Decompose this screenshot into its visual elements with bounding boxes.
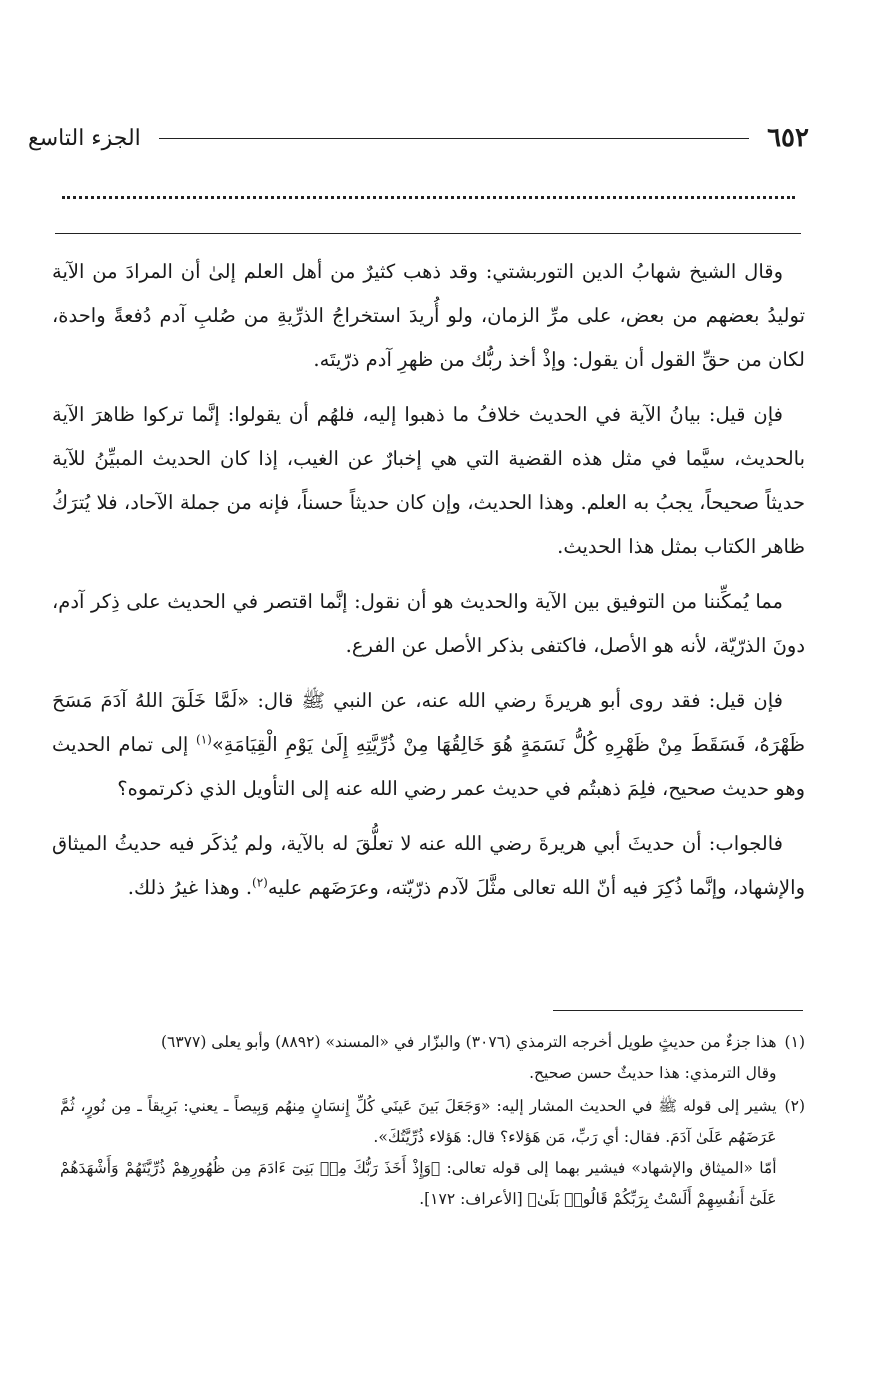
paragraph-4-tail: إلى تمام الحديث وهو حديث صحيح، فلِمَ ذهبتُم في حديث عمر رضي الله عنه إلى التأويل الذي ذكرتموه؟ (52, 733, 805, 800)
paragraph-4-lead: فإن قيل: فقد روى أبو هريرةَ رضي الله عنه، عن النبي ﷺ قال: (249, 689, 783, 712)
main-text (52, 250, 805, 910)
paragraph-2: فإن قيل: بيانُ الآية في الحديث خلافُ ما ذهبوا إليه، فلهُم أن يقولوا: إنَّما تركوا ظاهرَ الآية بالحديث، سيَّما في مثل هذه القضية التي هي إخبارٌ عن الغيب، إذا كان الحديث المبيِّنُ للآية حديثاً صحيحاً، يجبُ به العلم. وهذا الحديث، وإن كان حديثاً حسناً، فإنه من جملة الآحاد، فلا يُترَكُ ظاهر الكتاب بمثل هذا الحديث. (52, 403, 805, 558)
paragraph-4 (52, 679, 805, 811)
footnote-line: أمّا «الميثاق والإشهاد» فيشير بهما إلى قوله تعالى: ﴿وَإِذْ أَخَذَ رَبُّكَ مِنۢ بَنِىٓ ءَادَمَ مِن ظُهُورِهِمْ ذُرِّيَّتَهُمْ وَأَشْهَدَهُمْ عَلَىٰٓ أَنفُسِهِمْ أَلَسْتُ بِرَبِّكُمْ قَالُوا۟ بَلَىٰ﴾ [الأعراف: ١٧٢]. (60, 1159, 777, 1208)
dotted-separator (62, 196, 795, 199)
footnote-ref-2: (٢) (252, 875, 268, 890)
footnote-line: يشير إلى قوله ﷺ في الحديث المشار إليه: «وَجَعَلَ بَينَ عَينَي كُلِّ إِنسَانٍ مِنهُم وَبِيصاً ـ يعني: بَرِيقاً ـ مِن نُورٍ، ثُمَّ عَرَضَهُم عَلَىٰ آدَمَ. فقال: أي رَبِّ، مَن هَؤلاء؟ قال: هَؤلاء ذُرِّيَّتُكَ». (60, 1097, 777, 1146)
top-rule (55, 233, 801, 234)
paragraph-3: مما يُمكِّننا من التوفيق بين الآية والحديث هو أن نقول: إنَّما اقتصر في الحديث على ذِكر آدم، دونَ الذرّيّة، لأنه هو الأصل، فاكتفى بذكر الأصل عن الفرع. (52, 590, 805, 657)
footnote-number: (١) (784, 1033, 805, 1051)
footnote-line: هذا جزءٌ من حديثٍ طويل أخرجه الترمذي (٣٠٧٦) والبزّار في «المسند» (٨٨٩٢) وأبو يعلى (٦٣٧٧) (160, 1033, 777, 1051)
footnote-line: وقال الترمذي: هذا حديثٌ حسن صحيح. (529, 1064, 777, 1082)
footnote-2 (60, 1091, 805, 1215)
paragraph-1: وقال الشيخ شهابُ الدين التوربشتي: وقد ذهب كثيرٌ من أهل العلم إلىٰ أن المرادَ من الآية توليدُ بعضهم من بعض، على مرِّ الزمان، ولو أُريدَ استخراجُ الذرِّيةِ من صُلبِ آدم دُفعةً واحدة، لكان من حقِّ القول أن يقول: وإذْ أخذ ربُّك من ظهرِ آدم ذرّيتَه. (52, 260, 805, 371)
volume-title: الجزء التاسع (28, 125, 141, 151)
footnote-rule (553, 1010, 803, 1011)
footnote-text (60, 1027, 777, 1089)
paragraph-5 (52, 822, 805, 910)
running-header (28, 118, 809, 158)
footnote-text (60, 1091, 777, 1215)
footnote-number: (٢) (784, 1097, 805, 1115)
page-number: ٦٥٢ (767, 123, 809, 153)
footnote-1 (60, 1027, 805, 1089)
paragraph-5-lead: فالجواب: أن حديثَ أبي هريرةَ رضي الله عنه لا تعلُّقَ له بالآية، ولم يُذكَر فيه حديثُ الميثاق والإشهاد، وإنَّما ذُكِرَ فيه أنّ الله تعالى مثَّلَ لآدم ذرّيّته، وعرَضَهم عليه (52, 832, 805, 899)
paragraph-5-tail: . وهذا غيرُ ذلك. (127, 876, 253, 899)
footnote-ref-1: (١) (196, 732, 212, 747)
header-rule (159, 138, 749, 139)
hadith-quote: «لَمَّا خَلَقَ اللهُ آدَمَ مَسَحَ ظَهْرَهُ، فَسَقَطَ مِنْ ظَهْرِهِ كُلُّ نَسَمَةٍ هُوَ خَالِقُهَا مِنْ ذُرِّيَّتِهِ إِلَىٰ يَوْمِ الْقِيَامَةِ» (52, 689, 806, 756)
footnotes (60, 1027, 805, 1217)
